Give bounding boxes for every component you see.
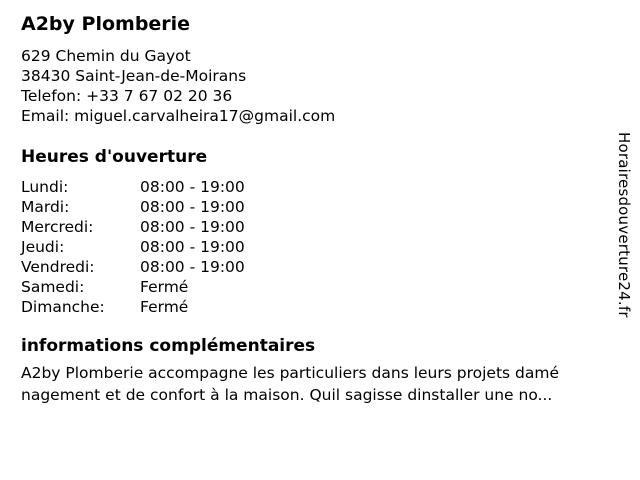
day-hours: 08:00 - 19:00 [140, 238, 245, 256]
table-row [21, 277, 245, 297]
day-hours: 08:00 - 19:00 [140, 198, 245, 216]
address-block [21, 46, 640, 126]
description-line: A2by Plomberie accompagne les particuliers dans leurs projets damé [21, 364, 560, 382]
description-line: nagement et de confort à la maison. Quil sagisse dinstaller une no... [21, 386, 553, 404]
day-label: Samedi: [21, 278, 85, 296]
email-label: Email: [21, 107, 70, 125]
email-address: miguel.carvalheira17@gmail.com [74, 107, 336, 125]
day-hours: Fermé [140, 278, 189, 296]
business-description [21, 362, 626, 406]
opening-hours-table [21, 177, 245, 317]
day-label: Lundi: [21, 178, 69, 196]
table-row [21, 177, 245, 197]
phone-line [21, 86, 640, 106]
phone-number: +33 7 67 02 20 36 [86, 87, 233, 105]
address-street: 629 Chemin du Gayot [21, 47, 191, 65]
day-hours: 08:00 - 19:00 [140, 218, 245, 236]
page-title: A2by Plomberie [21, 13, 191, 35]
email-line [21, 106, 640, 126]
phone-label: Telefon: [21, 87, 82, 105]
day-hours: 08:00 - 19:00 [140, 258, 245, 276]
table-row [21, 257, 245, 277]
day-label: Jeudi: [21, 238, 65, 256]
day-label: Mardi: [21, 198, 70, 216]
day-label: Vendredi: [21, 258, 95, 276]
day-hours: Fermé [140, 298, 189, 316]
table-row [21, 237, 245, 257]
table-row [21, 297, 245, 317]
day-label: Dimanche: [21, 298, 105, 316]
site-watermark: Horairesdouverture24.fr [615, 132, 633, 318]
day-hours: 08:00 - 19:00 [140, 178, 245, 196]
table-row [21, 197, 245, 217]
additional-info-heading: informations complémentaires [21, 336, 316, 356]
day-label: Mercredi: [21, 218, 94, 236]
opening-hours-heading: Heures d'ouverture [21, 147, 208, 167]
table-row [21, 217, 245, 237]
address-city: 38430 Saint-Jean-de-Moirans [21, 67, 247, 85]
